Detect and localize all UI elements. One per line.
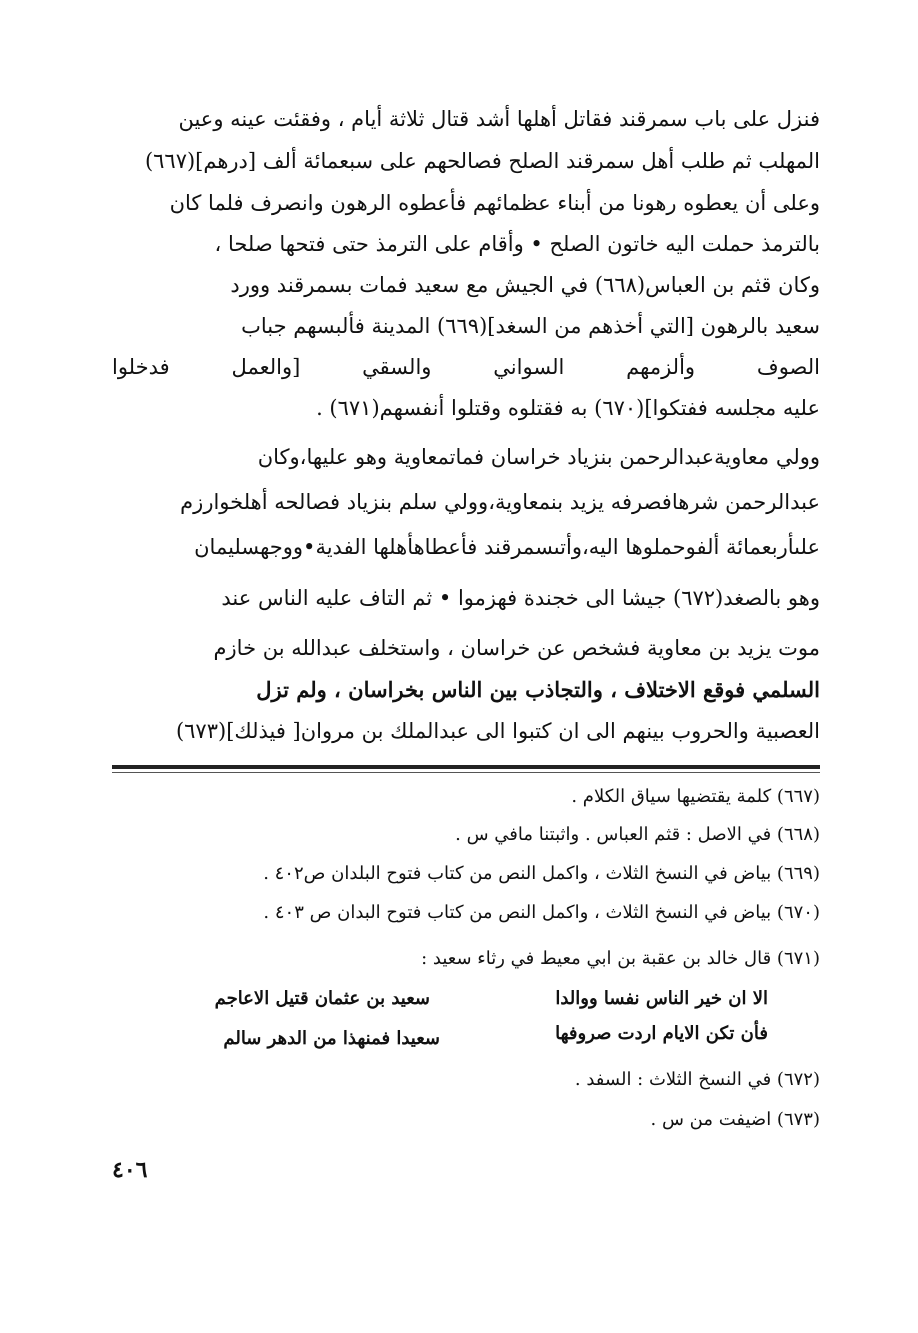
footnote-divider-thin	[112, 772, 820, 773]
body-line: العصبية والحروب بينهم الى ان كتبوا الى عبدالملك بن مروان[ فيذلك](٦٧٣)	[175, 719, 820, 743]
body-line: فنزل على باب سمرقند فقاتل أهلها أشد قتال ثلاثة أيام ، وفقئت عينه وعين	[178, 107, 820, 131]
footnote: (٦٧٠) بياض في النسخ الثلاث ، واكمل النص من كتاب فتوح البدان ص ٤٠٣ .	[263, 902, 820, 923]
body-line: المهلب ثم طلب أهل سمرقند الصلح فصالحهم على سبعمائة ألف [درهم](٦٦٧)	[144, 149, 820, 173]
page-number: ٤٠٦	[112, 1157, 148, 1183]
verse-hemistich-left: سعيدا فمنهذا من الدهر سالم	[223, 1028, 440, 1049]
body-line: وعلى أن يعطوه رهونا من أبناء عظمائهم فأعطوه الرهون وانصرف فلما كان	[169, 191, 820, 215]
footnote: (٦٧٢) في النسخ الثلاث : السفد .	[574, 1069, 820, 1090]
footnote: (٦٦٩) بياض في النسخ الثلاث ، واكمل النص من كتاب فتوح البلدان ص٤٠٢ .	[263, 863, 820, 884]
body-line: سعيد بالرهون [التي أخذهم من السغد](٦٦٩) المدينة فألبسهم جباب	[241, 314, 820, 338]
footnote: (٦٧٣) اضيفت من س .	[650, 1109, 820, 1130]
verse-hemistich-right: فأن تكن الايام اردت صروفها	[555, 1023, 768, 1044]
footnote-divider	[112, 765, 820, 769]
body-line: عبدالرحمن شرهافصرفه يزيد بنمعاوية،وولي سلم بنزياد فصالحه أهلخوارزم	[180, 490, 820, 514]
footnote: (٦٧١) قال خالد بن عقبة بن ابي معيط في رثاء سعيد :	[421, 948, 820, 969]
body-line: علىأربعمائة ألفوحملوها اليه،وأتىسمرقند فأعطاهأهلها الفدية•ووجهسليمان	[194, 535, 820, 559]
body-line: وهو بالصغد(٦٧٢) جيشا الى خجندة فهزموا • ثم التاف عليه الناس عند	[221, 586, 820, 610]
footnote: (٦٦٧) كلمة يقتضيها سياق الكلام .	[571, 786, 820, 807]
body-line: وكان قثم بن العباس(٦٦٨) في الجيش مع سعيد فمات بسمرقند وورد	[230, 273, 820, 297]
body-line: وولي معاويةعبدالرحمن بنزياد خراسان فماتمعاوية وهو عليها،وكان	[257, 445, 820, 469]
footnote: (٦٦٨) في الاصل : قثم العباس . واثبتنا مافي س .	[455, 824, 820, 845]
body-line: الصوف وألزمهم السواني والسقي [والعمل فدخلوا	[112, 355, 820, 379]
body-line: عليه مجلسه ففتكوا](٦٧٠) به فقتلوه وقتلوا أنفسهم(٦٧١) .	[316, 396, 820, 420]
body-line: السلمي فوقع الاختلاف ، والتجاذب بين الناس بخراسان ، ولم تزل	[256, 677, 820, 702]
verse-hemistich-right: الا ان خير الناس نفسا ووالدا	[555, 988, 768, 1009]
body-line: موت يزيد بن معاوية فشخص عن خراسان ، واستخلف عبدالله بن خازم	[213, 636, 820, 660]
body-line: بالترمذ حملت اليه خاتون الصلح • وأقام على الترمذ حتى فتحها صلحا ،	[214, 232, 820, 256]
verse-hemistich-left: سعيد بن عثمان قتيل الاعاجم	[214, 988, 430, 1009]
